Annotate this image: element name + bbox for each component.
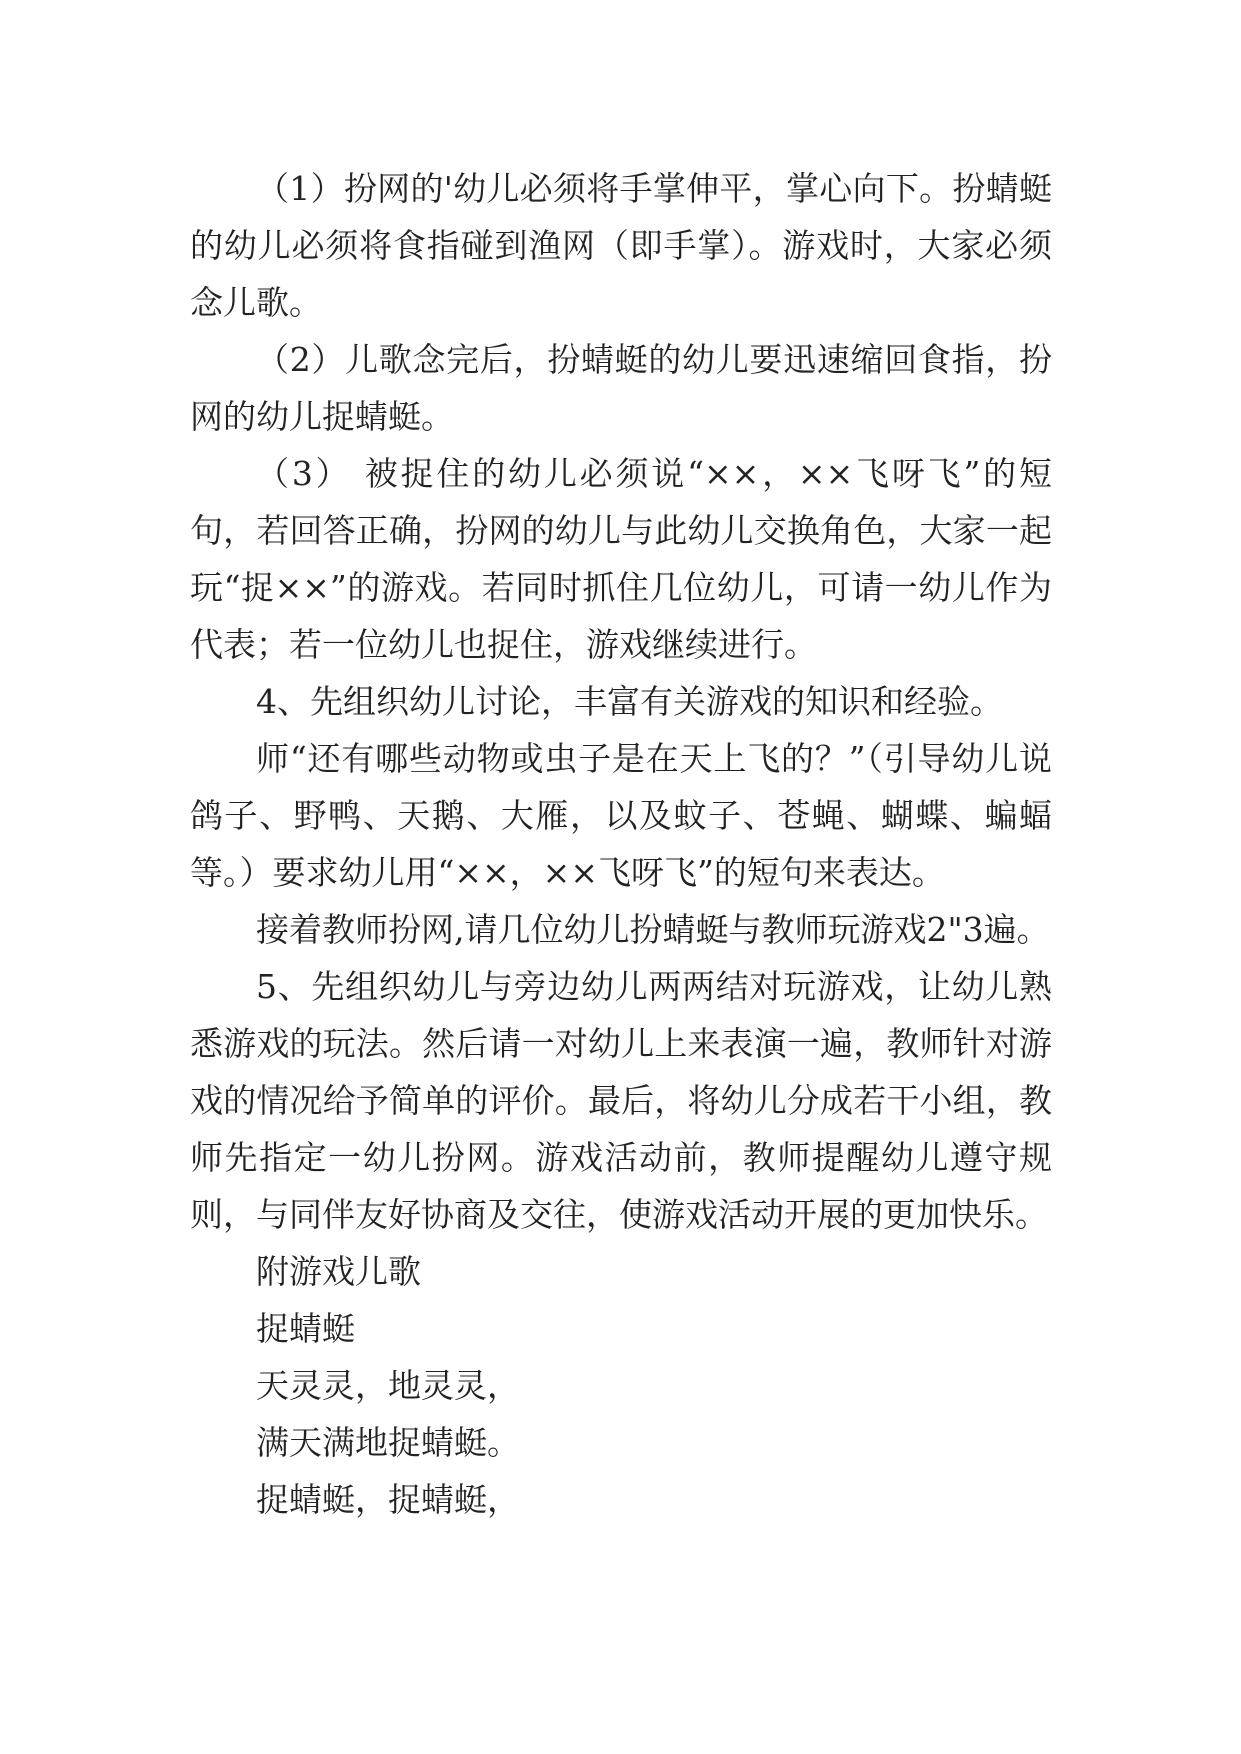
song-line: 满天满地捉蜻蜓。 [256,1423,520,1462]
paragraph-step-5: 5、先组织幼儿与旁边幼儿两两结对玩游戏，让幼儿熟悉游戏的玩法。然后请一对幼儿上来表演一遍，教师针对游戏的情况给予简单的评价。最后，将幼儿分成若干小组，教师先指定一幼儿扮网。游戏活动前，教师提醒幼儿遵守规则，与同伴友好协商及交往，使游戏活动开展的更加快乐。 [190,967,1052,1234]
song-title: 捉蜻蜓 [256,1309,355,1348]
paragraph-step-4: 4、先组织幼儿讨论，丰富有关游戏的知识和经验。 [256,682,1003,721]
paragraph-rule-2: （2）儿歌念完后，扮蜻蜓的幼儿要迅速缩回食指，扮网的幼儿捉蜻蜓。 [190,340,1052,436]
song-line: 捉蜻蜓，捉蜻蜓， [256,1480,520,1519]
paragraph-rule-3: （3） 被捉住的幼儿必须说“××，××飞呀飞”的短句，若回答正确，扮网的幼儿与此幼儿交换角色，大家一起玩“捉××”的游戏。若同时抓住几位幼儿，可请一幼儿作为代表；若一位幼儿也捉住，游戏继续进行。 [190,454,1052,664]
song-line: 天灵灵，地灵灵， [256,1366,520,1405]
paragraph-teacher-demo: 接着教师扮网,请几位幼儿扮蜻蜓与教师玩游戏2"3遍。 [256,910,1050,949]
paragraph-teacher-question: 师“还有哪些动物或虫子是在天上飞的？”（引导幼儿说鸽子、野鸭、天鹅、大雁，以及蚊子、苍蝇、蝴蝶、蝙蝠等。）要求幼儿用“××，××飞呀飞”的短句来表达。 [190,739,1052,892]
document-body [190,160,1052,1528]
appendix-title: 附游戏儿歌 [256,1252,421,1291]
paragraph-rule-1: （1）扮网的'幼儿必须将手掌伸平，掌心向下。扮蜻蜓的幼儿必须将食指碰到渔网（即手掌）。游戏时，大家必须念儿歌。 [190,169,1052,322]
